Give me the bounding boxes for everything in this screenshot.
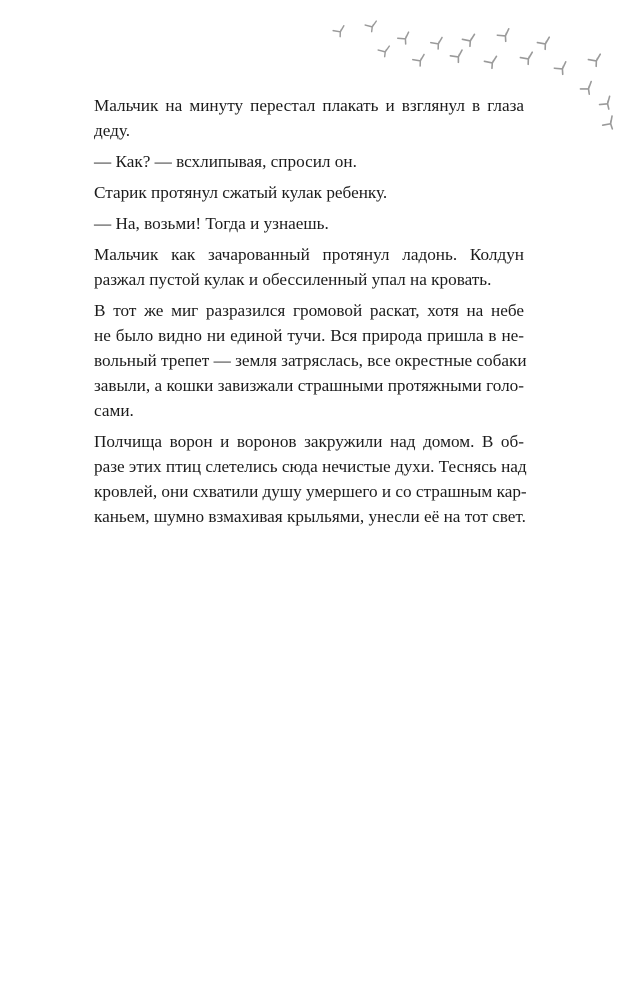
bird-icon xyxy=(537,37,553,51)
paragraph xyxy=(94,242,524,292)
text-line: разжал пустой кулак и обессиленный упал на кровать. xyxy=(94,270,492,289)
text-line: — На, возьми! Тогда и узнаешь. xyxy=(94,214,329,233)
text-line: — Как? — всхлипывая, спросил он. xyxy=(94,152,357,171)
bird-icon xyxy=(497,29,513,44)
text-line: В тот же миг разразился громовой раскат, хотя на небе xyxy=(94,301,524,320)
text-line: разе этих птиц слетелись сюда нечистые духи. Теснясь над xyxy=(94,457,527,476)
paragraph xyxy=(94,298,527,423)
bird-icon xyxy=(412,54,427,67)
text-line: деду. xyxy=(94,121,131,140)
bird-icon xyxy=(554,62,570,77)
text-line: Старик протянул сжатый кулак ребенку. xyxy=(94,183,388,202)
bird-icon xyxy=(484,56,499,70)
bird-icon xyxy=(602,116,618,132)
bird-icon xyxy=(430,37,445,50)
bird-icon xyxy=(462,34,477,48)
paragraph xyxy=(94,93,524,143)
text-line: не было видно ни единой тучи. Вся природа пришла в не- xyxy=(94,326,524,345)
text-line: завыли, а кошки завизжали страшными протяжными голо- xyxy=(94,376,524,395)
paragraph xyxy=(94,180,524,205)
paragraph xyxy=(94,149,524,174)
bird-icon xyxy=(580,82,596,97)
text-line: вольный трепет — земля затряслась, все окрестные собаки xyxy=(94,351,527,370)
paragraph xyxy=(94,211,524,236)
bird-icon xyxy=(378,46,392,58)
text-line: сами. xyxy=(94,401,134,420)
paragraph xyxy=(94,429,527,529)
bird-icon xyxy=(365,21,379,33)
text-line: Мальчик как зачарованный протянул ладонь. Колдун xyxy=(94,245,524,264)
bird-icon xyxy=(333,26,347,38)
text-line: каньем, шумно взмахивая крыльями, унесли её на тот свет. xyxy=(94,507,526,526)
bird-icon xyxy=(397,32,412,46)
text-line: Мальчик на минуту перестал плакать и взглянул в глаза xyxy=(94,96,524,115)
text-line: кровлей, они схватили душу умершего и со страшным кар- xyxy=(94,482,527,501)
bird-icon xyxy=(450,50,466,64)
bird-icon xyxy=(599,96,615,112)
text-line: Полчища ворон и воронов закружили над домом. В об- xyxy=(94,432,524,451)
bird-icon xyxy=(588,54,604,68)
bird-icon xyxy=(520,52,536,66)
page-text xyxy=(94,93,527,529)
